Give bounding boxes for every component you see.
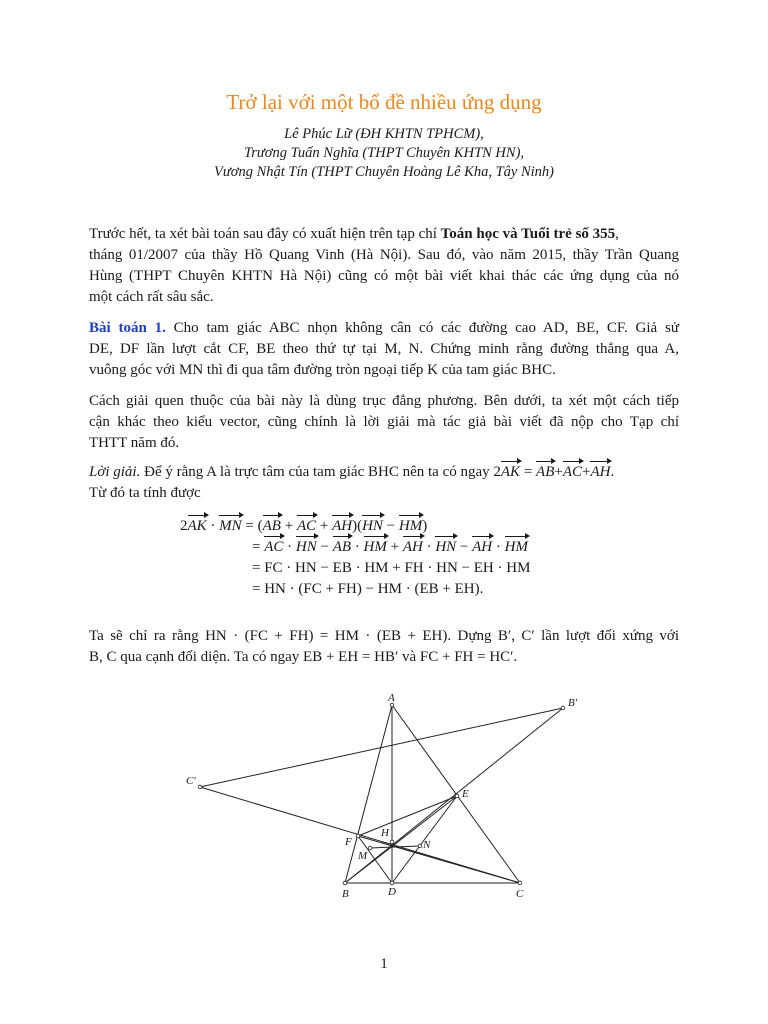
label-C-prime: C′ (186, 775, 196, 787)
equation-line-2: = AC · HN − AB · HM + AH · HN − AH · HM (180, 537, 600, 558)
approach-paragraph (89, 391, 679, 454)
label-N: N (423, 839, 431, 851)
approach-line-2: cận khác theo kiểu vector, cũng chính là lời giải mà tác giả bài viết đã nộp cho Tạp chí (89, 414, 679, 430)
equation-line-1: 2AK · MN = (AB + AC + AH)(HN − HM) (180, 516, 600, 537)
label-B: B (342, 888, 349, 900)
approach-line-1: Cách giải quen thuộc của bài này là dùng trục đẳng phương. Bên dưới, ta xét một cách tiếp (89, 393, 679, 409)
after-line-1: Ta sẽ chỉ ra rằng HN · (FC + FH) = HM · (EB + EH). Dựng B′, C′ lần lượt đối xứng với (89, 628, 679, 644)
solution-paragraph (89, 462, 679, 504)
solution-label: Lời giải. (89, 464, 141, 480)
author-3: Vương Nhật Tín (THPT Chuyên Hoàng Lê Kha, Tây Ninh) (213, 164, 555, 180)
label-E: E (462, 788, 469, 800)
label-M: M (358, 850, 368, 862)
problem-line-3: vuông góc với MN thì đi qua tâm đường tròn ngoại tiếp K của tam giác BHC. (89, 362, 556, 378)
label-B-prime: B′ (568, 697, 578, 709)
intro-line-4: một cách rất sâu sắc. (89, 289, 214, 305)
after-paragraph (89, 626, 679, 668)
after-line-2: B, C qua cạnh đối diện. Ta có ngay EB + EH = HB′ và FC + FH = HC′. (89, 649, 518, 665)
problem-line-1: Bài toán 1. Cho tam giác ABC nhọn không cân có các đường cao AD, BE, CF. Giả sử (89, 320, 679, 336)
label-A: A (388, 692, 395, 704)
approach-line-3: THTT năm đó. (89, 435, 180, 451)
equation-line-4: = HN · (FC + FH) − HM · (EB + EH). (252, 581, 484, 597)
label-D: D (388, 886, 396, 898)
intro-line-2: tháng 01/2007 của thầy Hồ Quang Vinh (Hà Nội). Sau đó, vào năm 2015, thầy Trần Quang (89, 247, 679, 263)
problem-statement (89, 318, 679, 381)
intro-paragraph (89, 224, 679, 308)
intro-line-1: Trước hết, ta xét bài toán sau đây có xuất hiện trên tạp chí Toán học và Tuổi trẻ số 355, (89, 226, 619, 242)
equation-line-3: = FC · HN − EB · HM + FH · HN − EH · HM (252, 560, 531, 576)
figure-lines (200, 705, 563, 883)
problem-line-2: DE, DF lần lượt cắt CF, BE theo thứ tự tại M, N. Chứng minh rằng đường thẳng qua A, (89, 341, 679, 357)
label-H: H (381, 827, 389, 839)
page-number: 1 (380, 956, 388, 972)
figure-points (198, 703, 565, 885)
author-2: Trương Tuấn Nghĩa (THPT Chuyên KHTN HN), (243, 145, 525, 161)
paper-title: Trở lại với một bổ đề nhiều ứng dụng (226, 90, 542, 114)
intro-line-3: Hùng (THPT Chuyên KHTN Hà Nội) cũng có một bài viết khai thác các ứng dụng của nó (89, 268, 679, 284)
magazine-name: Toán học và Tuổi trẻ số 355 (440, 226, 616, 242)
author-list (0, 125, 768, 182)
problem-label: Bài toán 1. (89, 320, 166, 336)
solution-line-2: Từ đó ta tính được (89, 485, 201, 501)
geometry-figure (180, 690, 600, 905)
label-C: C (516, 888, 524, 900)
label-F: F (345, 836, 352, 848)
author-1: Lê Phúc Lữ (ĐH KHTN TPHCM), (284, 126, 484, 142)
equation-block (180, 516, 600, 600)
solution-line-1: Lời giải. Để ý rằng A là trực tâm của tam giác BHC nên ta có ngay 2AK = AB+AC+AH. (89, 462, 679, 483)
